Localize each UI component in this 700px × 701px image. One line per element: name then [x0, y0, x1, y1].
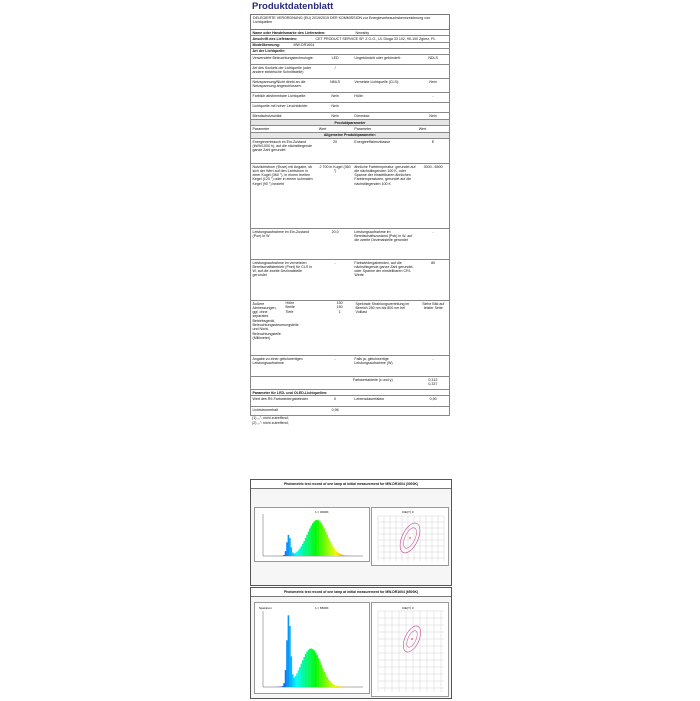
spectrum-band	[303, 541, 305, 556]
general-value-left: 20	[317, 139, 353, 163]
type-label-left: Verwendete Beleuchtungstechnologie:	[251, 55, 317, 64]
cie-chart-6500k	[371, 602, 449, 697]
spectrum-bands-6500k	[270, 615, 352, 687]
spectrum-band	[322, 526, 324, 556]
chromaticity-values	[417, 377, 449, 389]
general-value-right: 3000...6500	[417, 164, 449, 228]
spectrum-band	[319, 662, 321, 687]
spectrum-band	[328, 679, 330, 687]
dimension-key: Tiefe	[284, 310, 325, 314]
dimension-value: 1	[325, 310, 354, 314]
photometric-panel-3000k	[250, 479, 452, 586]
spectrum-band	[338, 553, 340, 556]
spectrum-band	[312, 649, 314, 687]
led-row	[250, 407, 450, 416]
spectrum-chart-3000k	[254, 507, 370, 562]
spectrum-band	[315, 653, 317, 687]
spectrum-band	[301, 546, 303, 556]
general-value-right: E	[417, 139, 449, 163]
dimension-value: 150	[325, 305, 354, 309]
type-value-right: -	[417, 93, 449, 102]
led-params-rows	[250, 396, 450, 416]
spectrum-band	[298, 550, 300, 556]
equivalent-power-row	[250, 356, 450, 377]
type-label-right: Vernetzte Lichtquelle (CLS):	[353, 79, 417, 92]
spectral-value: Siehe Bild auf letzter Seite	[418, 301, 449, 355]
dimension-key: Höhe	[284, 301, 325, 305]
dimensions-row	[250, 301, 450, 356]
equivalent-value: -	[317, 356, 353, 376]
spectrum-band	[341, 554, 343, 556]
chromaticity-row	[250, 377, 450, 390]
spectrum-band	[301, 664, 303, 687]
spectrum-band	[334, 548, 336, 556]
spectrum-band	[291, 547, 293, 556]
led-label-right: Lebensdauerfaktor	[353, 396, 417, 406]
type-label-left: Art des Sockels der Lichtquelle (oder andere elektrische Schnittstelle)	[251, 65, 317, 78]
spectrum-band	[283, 683, 285, 687]
spectrum-band	[305, 538, 307, 556]
led-value-right: 0,90	[417, 396, 449, 406]
spectrum-band	[336, 686, 338, 687]
led-label-left: Wert des R9-Farbwiedergabeindex	[251, 396, 317, 406]
type-row	[250, 113, 450, 120]
col-value-right: Wert	[417, 126, 449, 131]
light-source-type-rows	[250, 55, 450, 120]
spectrum-band	[288, 615, 290, 687]
spectrum-band	[308, 532, 310, 556]
spectrum-band	[299, 548, 301, 556]
type-label-left: Blendschutzschild:	[251, 113, 317, 119]
model-value: MW-DR1604	[292, 43, 316, 48]
general-row	[250, 139, 450, 164]
type-row	[250, 65, 450, 79]
spectrum-band	[326, 535, 328, 556]
dimension-key: Breite	[284, 305, 325, 309]
regulation-intro: DELEGIERTE VERORDNUNG (EU) 2019/2015 DER KOMMISSION zur Energieverbrauchskennzeichnung von Lichtquellen	[250, 14, 450, 30]
spectrum-band	[305, 654, 307, 687]
spectrum-band	[311, 526, 313, 556]
spectrum-band	[321, 665, 323, 687]
led-label-right	[353, 407, 417, 415]
general-label-left: Nutzlichtstrom (Φuse) mit Angabe, ob sich der Wert auf den Lichtstrom in einer Kugel (360 °), in einem breiten Kegel (120 °) oder in einem schmalen Kegel (90 °) bezieht	[251, 164, 317, 228]
general-value-right: -	[417, 229, 449, 259]
general-row	[250, 229, 450, 260]
spectrum-band	[289, 538, 291, 556]
type-value-left: NMLS	[317, 79, 353, 92]
spectrum-band	[319, 521, 321, 556]
spectrum-band	[329, 541, 331, 556]
spectrum-band	[291, 656, 293, 687]
cie-point-3000k	[409, 537, 411, 539]
spectrum-band	[292, 674, 294, 687]
general-label-left: Energieverbrauch im Ein-Zustand (kWh/1000 h), auf die nächstliegende ganze Zahl gerundet	[251, 139, 317, 163]
general-label-left: Leistungsaufnahme im vernetzten Bereitschaftsbetrieb (Pnet) für CLS in W, auf die zweite Dezimalstelle gerundet	[251, 260, 317, 300]
spectrum-band	[322, 668, 324, 687]
cie-svg-3000k	[372, 508, 448, 565]
chromaticity-spacer	[251, 377, 351, 389]
spectrum-band	[285, 670, 287, 687]
col-value-left: Wert	[317, 126, 353, 131]
led-value-right	[417, 407, 449, 415]
dimensions-label: Äußere Abmessungen, ggf. ohne separates Betriebsgerät, Beleuchtungssteuerungsteile und Nicht-Beleuchtungsteile (Millimeter)	[251, 301, 284, 355]
type-value-right: Nein	[417, 113, 449, 119]
spectrum-label-6500k: Spektrum	[259, 606, 272, 610]
footnote-2: (2) „-": nicht zutreffend;	[250, 421, 450, 425]
type-label-left: Farblich abstimmbare Lichtquelle:	[251, 93, 317, 102]
spectrum-band	[309, 528, 311, 556]
supplier-name-label: Name oder Handelsmarke des Lieferanten:	[251, 30, 354, 35]
spectrum-band	[328, 538, 330, 556]
type-label-left: Netzspannung/Nicht direkt an die Netzspannung angeschlossen:	[251, 79, 317, 92]
cie-header-6500k: CIE(Y) 3	[402, 606, 414, 610]
product-params-title: Produktparameter	[333, 120, 367, 125]
spectrum-band	[342, 555, 344, 556]
type-value-right: Nein	[417, 79, 449, 92]
spectrum-band	[311, 649, 313, 687]
chromaticity-y: 0,337	[418, 382, 447, 386]
general-label-right: Leistungsaufnahme im Bereitschaftszustand (Psb) in W, auf die zweite Dezimalstelle gerundet	[353, 229, 417, 259]
general-row	[250, 260, 450, 301]
spectrum-band	[298, 670, 300, 687]
spectrum-band	[325, 532, 327, 556]
type-row	[250, 79, 450, 93]
spectrum-band	[309, 649, 311, 687]
spectrum-band	[302, 660, 304, 687]
spectrum-band	[313, 521, 315, 556]
spectrum-band	[296, 673, 298, 687]
dimension-tiefe	[284, 310, 354, 314]
spectrum-band	[344, 555, 346, 556]
light-source-type-label: Art der Lichtquelle:	[251, 49, 287, 54]
type-label-right: Hülle:	[353, 93, 417, 102]
general-label-right: ähnliche Farbtemperatur, gerundet auf die nächstliegenden 100 K, oder Spanne der einstellbaren ähnlichen Farbtemperaturen, gerundet auf die nächstliegenden 100 K	[353, 164, 417, 228]
spectrum-band	[316, 520, 318, 556]
photometric-panel-6500k	[250, 587, 452, 699]
spectrum-band	[299, 667, 301, 687]
cie-grid-3000k	[378, 516, 444, 561]
spectrum-band	[302, 544, 304, 556]
spectrum-band	[315, 520, 317, 556]
dimensions-values	[284, 301, 354, 355]
spectrum-band	[293, 678, 295, 687]
col-param-right: Parameter	[353, 126, 417, 131]
spectrum-band	[312, 523, 314, 556]
spectrum-band	[296, 552, 298, 556]
spectral-label: Spektrale Strahlungsverteilung im Bereich 250 nm bis 800 nm bei Volllast	[354, 301, 418, 355]
spectrum-band	[323, 672, 325, 687]
type-value-right	[417, 65, 449, 78]
page-title: Produktdatenblatt	[252, 1, 450, 12]
led-value-left: 0	[317, 396, 353, 406]
type-label-right	[353, 65, 417, 78]
type-label-right: Dimmbar:	[353, 113, 417, 119]
dimension-value: 150	[325, 301, 354, 305]
general-label-right: Energieeffizienzklasse	[353, 139, 417, 163]
spectrum-band	[292, 553, 294, 556]
type-value-left: /	[317, 65, 353, 78]
type-row	[250, 55, 450, 65]
spectrum-band	[295, 676, 297, 687]
general-row	[250, 164, 450, 229]
led-value-left: 0,96	[317, 407, 353, 415]
spectrum-band	[286, 542, 288, 556]
spectrum-band	[286, 640, 288, 687]
spectrum-band	[332, 546, 334, 556]
cie-point-6500k	[411, 638, 413, 640]
general-value-left: 20,0	[317, 229, 353, 259]
general-value-right: 80	[417, 260, 449, 300]
type-value-left: Nein	[317, 93, 353, 102]
spectrum-band	[329, 681, 331, 687]
col-param-left: Parameter	[251, 126, 317, 131]
general-label-left: Leistungsaufnahme im Ein-Zustand (Pon) in W	[251, 229, 317, 259]
spectrum-band	[335, 550, 337, 556]
general-params-rows	[250, 139, 450, 301]
type-value-right	[417, 103, 449, 112]
spectrum-band	[282, 686, 284, 687]
spectrum-band	[325, 675, 327, 687]
supplier-name-value: Newsbiy	[354, 30, 371, 35]
spectrum-band	[293, 554, 295, 556]
type-value-left: Nein	[317, 113, 353, 119]
chromaticity-label: Farbwertanteile (x und y)	[351, 377, 416, 389]
panel-title-3000k: Photometric test record of one lamp at initial measurement for MW-DR1604 (3000K)	[251, 480, 451, 489]
supplier-address-value: CET PRODUCT SERVICE SP. Z O.O., Ul. Dluga 33 102, 95-100 Zgierz, PL	[314, 36, 437, 41]
spectrum-band	[336, 552, 338, 556]
type-value-right: NDLS	[417, 55, 449, 64]
spectrum-band	[331, 683, 333, 687]
panel-title-6500k: Photometric test record of one lamp at initial measurement for MW-DR1604 (6500K)	[251, 588, 451, 597]
model-label: Modellkennung:	[251, 43, 292, 48]
type-value-left: Nein	[317, 103, 353, 112]
equivalent-label: Angabe zu einer gleichwertigen Leistungsaufnahme	[251, 356, 317, 376]
product-datasheet	[250, 0, 450, 466]
general-params-title: Allgemeine Produktparameter:	[322, 133, 377, 138]
chromaticity-x: 0,313	[418, 378, 447, 382]
spectrum-svg-6500k	[255, 603, 369, 693]
cie-header-3000k: CIE(Y) 3	[402, 510, 414, 514]
spectrum-band	[318, 520, 320, 556]
cie-grid-6500k	[378, 611, 444, 692]
led-params-title: Parameter für LED- und OLED-Lichtquellen:	[251, 390, 329, 395]
spectrum-svg-3000k	[255, 508, 369, 561]
general-label-right: Farbwiedergabeindex, auf die nächstliegende ganze Zahl gerundet, oder Spanne der einstellbaren CRI-Werte	[353, 260, 417, 300]
equivalent-right-value: -	[417, 356, 449, 376]
spectrum-band	[323, 528, 325, 556]
spectrum-chart-6500k	[254, 602, 370, 694]
led-label-left: Lichtstromerhalt	[251, 407, 317, 415]
spectrum-band	[306, 652, 308, 687]
spectrum-band	[339, 554, 341, 556]
spectrum-band	[321, 523, 323, 556]
spectrum-band	[313, 650, 315, 687]
type-label-right	[353, 103, 417, 112]
spectrum-header-3000k: λ = 3000K	[315, 510, 329, 514]
led-row	[250, 396, 450, 407]
spectrum-band	[316, 655, 318, 687]
spectrum-band	[306, 535, 308, 556]
type-value-left: LED	[317, 55, 353, 64]
spectrum-band	[285, 551, 287, 556]
spectrum-band	[289, 626, 291, 687]
general-value-left: -	[317, 260, 353, 300]
spectrum-band	[334, 685, 336, 687]
spectrum-bands-3000k	[276, 520, 355, 556]
spectrum-band	[335, 685, 337, 687]
spectrum-band	[288, 535, 290, 556]
spectrum-band	[295, 553, 297, 556]
type-label-left: Lichtquelle mit hoher Leuchtdichte:	[251, 103, 317, 112]
type-row	[250, 93, 450, 103]
footnote-1: (1) „-": nicht zutreffend;	[250, 416, 450, 420]
equivalent-right-label: Falls ja, gleichwertige Leistungsaufnahme (W)	[353, 356, 417, 376]
spectrum-band	[318, 658, 320, 687]
type-row	[250, 103, 450, 113]
spectrum-band	[331, 544, 333, 556]
spectrum-band	[326, 677, 328, 687]
spectrum-header-6500k: λ = 6500K	[315, 606, 329, 610]
spectrum-band	[338, 686, 340, 687]
cie-chart-3000k	[371, 507, 449, 566]
type-label-right: Ungebündelt oder gebündelt:	[353, 55, 417, 64]
spectrum-band	[283, 555, 285, 556]
general-value-left: 2 700 in Kugel (360 °)	[317, 164, 353, 228]
spectrum-band	[308, 650, 310, 687]
spectrum-band	[332, 684, 334, 687]
cie-svg-6500k	[372, 603, 448, 696]
spectrum-band	[303, 657, 305, 687]
supplier-address-label: Anschrift des Lieferanten:	[251, 36, 314, 41]
